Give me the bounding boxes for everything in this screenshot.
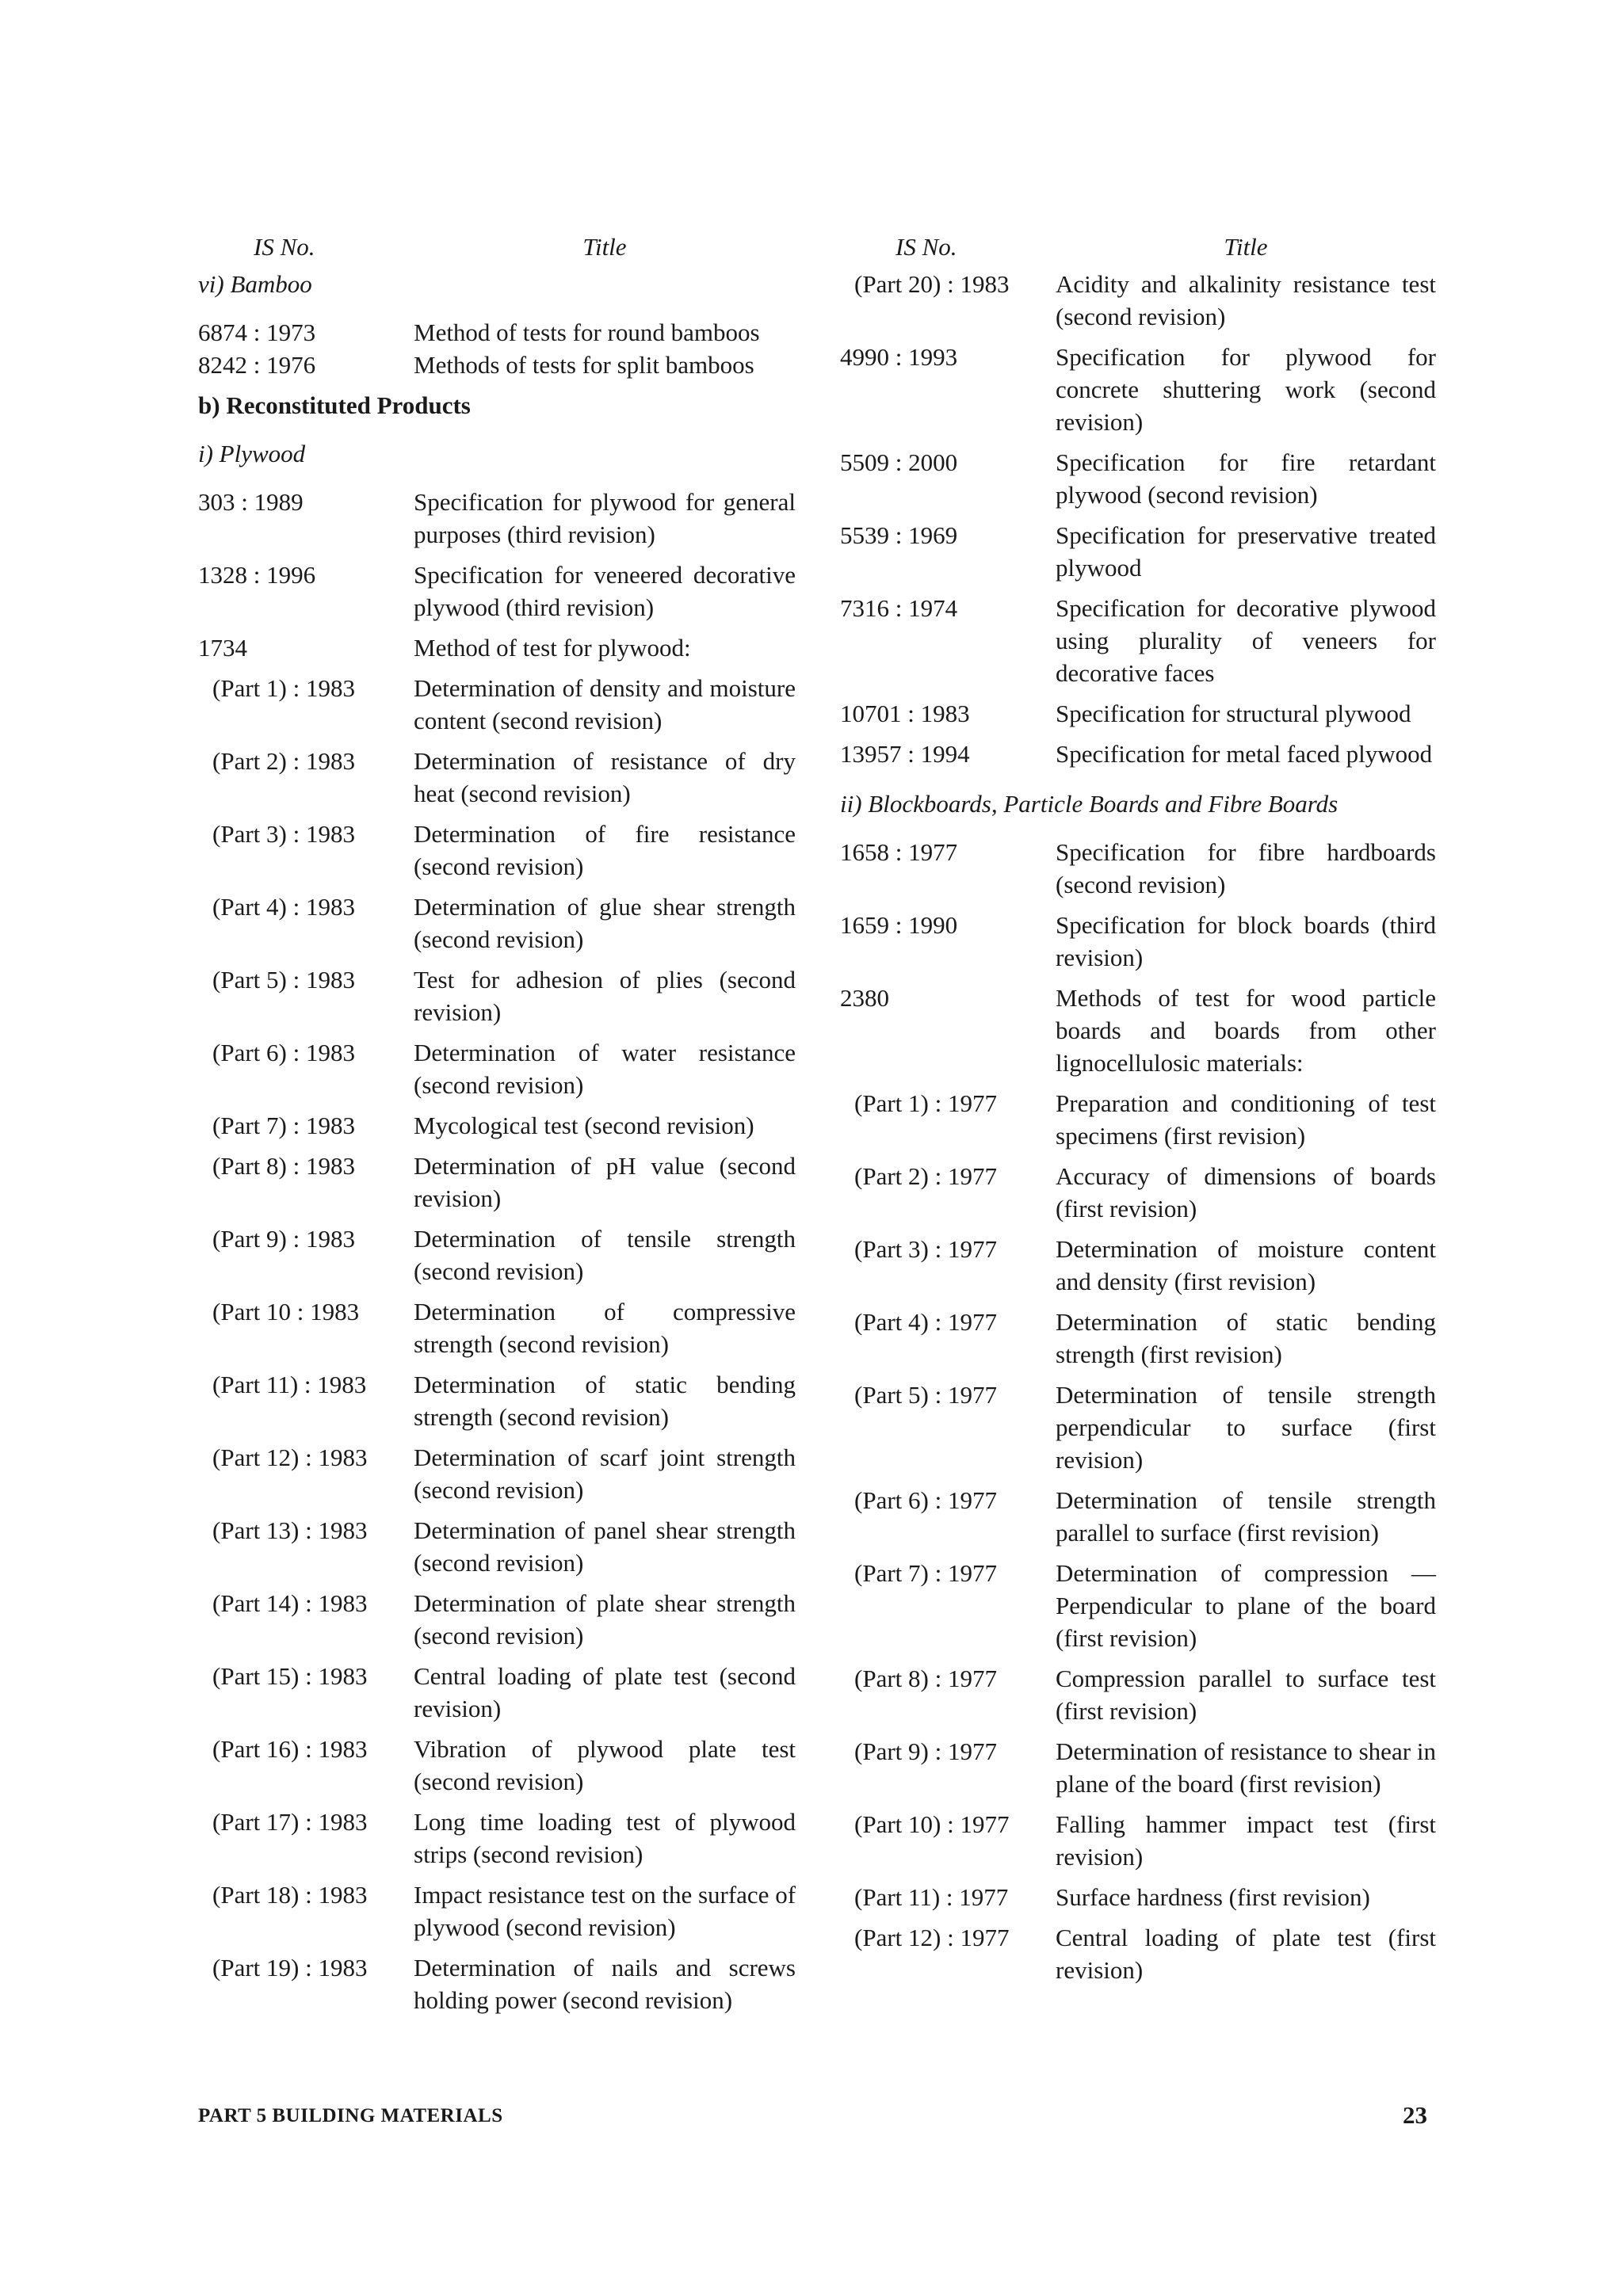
standard-title: Central loading of plate test (second revision): [414, 1662, 796, 1722]
standard-title: Determination of moisture content and density (first revision): [1056, 1235, 1436, 1295]
boards-list: [840, 836, 1436, 1986]
title-header: Title: [582, 233, 627, 261]
is-number: (Part 11) : 1977: [854, 1883, 1009, 1911]
standard-title: Determination of plate shear strength (second revision): [414, 1589, 796, 1650]
table-row: [840, 268, 1436, 333]
standard-title: Vibration of plywood plate test (second revision): [414, 1735, 796, 1795]
table-row: [840, 1306, 1436, 1371]
standard-title: Determination of resistance of dry heat (second revision): [414, 747, 796, 807]
footer-section-label: PART 5 BUILDING MATERIALS: [198, 2105, 503, 2126]
table-row: [840, 1233, 1436, 1298]
standard-title: Specification for fibre hardboards (second revision): [1056, 838, 1436, 898]
standard-title: Methods of test for wood particle boards and boards from other lignocellulosic materials:: [1056, 984, 1436, 1077]
standard-title: Specification for plywood for general purposes (third revision): [414, 488, 796, 548]
standard-title: Specification for plywood for concrete shuttering work (second revision): [1056, 343, 1436, 436]
is-number: (Part 20) : 1983: [854, 270, 1010, 298]
is-number: 13957 : 1994: [840, 740, 970, 768]
is-number: (Part 14) : 1983: [212, 1589, 368, 1617]
table-row: [840, 1160, 1436, 1225]
is-number: (Part 2) : 1977: [854, 1162, 997, 1190]
standard-title: Determination of tensile strength parallel to surface (first revision): [1056, 1486, 1436, 1547]
standard-title: Specification for metal faced plywood: [1056, 740, 1433, 768]
is-number: 2380: [840, 984, 889, 1012]
standard-title: Mycological test (second revision): [414, 1112, 754, 1139]
is-no-header: IS No.: [254, 233, 315, 261]
is-number: 1328 : 1996: [198, 561, 316, 589]
standard-title: Determination of static bending strength (first revision): [1056, 1308, 1436, 1368]
is-number: (Part 6) : 1977: [854, 1486, 997, 1514]
is-number: 5539 : 1969: [840, 521, 958, 549]
is-number: (Part 1) : 1983: [212, 674, 355, 702]
table-row: [840, 909, 1436, 974]
is-number: (Part 8) : 1977: [854, 1665, 997, 1692]
standard-title: Acidity and alkalinity resistance test (second revision): [1056, 270, 1436, 330]
is-number: 4990 : 1993: [840, 343, 958, 371]
table-row: [198, 1036, 796, 1101]
standard-title: Preparation and conditioning of test specimens (first revision): [1056, 1089, 1436, 1150]
is-number: 1659 : 1990: [840, 911, 958, 939]
is-number: 303 : 1989: [198, 488, 304, 516]
is-number: (Part 7) : 1977: [854, 1559, 997, 1587]
table-row: [840, 697, 1436, 730]
title-header: Title: [1224, 233, 1268, 261]
is-number: (Part 12) : 1977: [854, 1924, 1010, 1951]
plywood-list-continued: [840, 268, 1436, 770]
standard-title: Central loading of plate test (first revision): [1056, 1924, 1436, 1984]
standard-title: Determination of water resistance (second revision): [414, 1039, 796, 1099]
table-row: [840, 982, 1436, 1079]
is-number: (Part 9) : 1983: [212, 1225, 355, 1253]
column-header: [840, 227, 1436, 268]
is-number: (Part 13) : 1983: [212, 1516, 368, 1544]
is-number: (Part 10) : 1977: [854, 1810, 1010, 1838]
reconstituted-products-heading: b) Reconstituted Products: [198, 391, 471, 419]
is-number: (Part 9) : 1977: [854, 1737, 997, 1765]
table-row: [198, 1733, 796, 1798]
table-row: [198, 1222, 796, 1287]
table-row: [840, 1557, 1436, 1654]
is-number: (Part 5) : 1977: [854, 1381, 997, 1409]
table-row: [840, 1808, 1436, 1873]
boards-heading: ii) Blockboards, Particle Boards and Fibre Boards: [840, 790, 1338, 818]
table-row: [198, 486, 796, 551]
right-column: [840, 227, 1436, 1994]
table-row: [840, 1921, 1436, 1986]
standard-title: Specification for structural plywood: [1056, 700, 1411, 727]
table-row: [198, 891, 796, 955]
table-row: [198, 1514, 796, 1579]
standard-title: Specification for block boards (third revision): [1056, 911, 1436, 971]
is-number: 1734: [198, 634, 247, 662]
standard-title: Surface hardness (first revision): [1056, 1883, 1370, 1911]
table-row: [840, 1735, 1436, 1800]
is-number: (Part 8) : 1983: [212, 1152, 355, 1180]
is-number: (Part 3) : 1983: [212, 820, 355, 848]
table-row: [840, 1662, 1436, 1727]
standard-title: Determination of scarf joint strength (second revision): [414, 1444, 796, 1504]
is-number: (Part 6) : 1983: [212, 1039, 355, 1066]
standard-title: Specification for fire retardant plywood (second revision): [1056, 448, 1436, 509]
plywood-list: [198, 486, 796, 2016]
is-number: (Part 3) : 1977: [854, 1235, 997, 1263]
table-row: [198, 631, 796, 664]
standard-title: Determination of nails and screws holding power (second revision): [414, 1954, 796, 2014]
table-row: [198, 818, 796, 883]
is-number: (Part 12) : 1983: [212, 1444, 368, 1471]
standard-title: Impact resistance test on the surface of plywood (second revision): [414, 1881, 796, 1941]
table-row: [840, 1484, 1436, 1549]
bamboo-heading: vi) Bamboo: [198, 270, 312, 298]
table-row: [840, 738, 1436, 770]
standard-title: Determination of tensile strength (second revision): [414, 1225, 796, 1285]
table-row: [198, 1441, 796, 1506]
standard-title: Falling hammer impact test (first revision): [1056, 1810, 1436, 1871]
standard-title: Method of test for plywood:: [414, 634, 691, 662]
standard-title: Method of tests for round bamboos: [414, 318, 760, 346]
standard-title: Determination of pH value (second revision): [414, 1152, 796, 1212]
table-row: [198, 1109, 796, 1142]
is-number: 7316 : 1974: [840, 594, 958, 622]
table-row: [198, 1150, 796, 1215]
standard-title: Determination of resistance to shear in plane of the board (first revision): [1056, 1737, 1436, 1798]
standard-title: Specification for decorative plywood using plurality of veneers for decorative faces: [1056, 594, 1436, 687]
standard-title: Test for adhesion of plies (second revision): [414, 966, 796, 1026]
table-row: [840, 446, 1436, 511]
table-row: [840, 341, 1436, 438]
is-number: 8242 : 1976: [198, 351, 316, 379]
is-no-header: IS No.: [896, 233, 957, 261]
is-number: (Part 7) : 1983: [212, 1112, 355, 1139]
table-row: [198, 963, 796, 1028]
is-number: (Part 10 : 1983: [212, 1298, 360, 1325]
table-row: [198, 672, 796, 737]
is-number: 10701 : 1983: [840, 700, 970, 727]
standard-title: Determination of compressive strength (second revision): [414, 1298, 796, 1358]
standard-title: Determination of static bending strength (second revision): [414, 1371, 796, 1431]
standard-title: Determination of panel shear strength (second revision): [414, 1516, 796, 1577]
standard-title: Determination of fire resistance (second revision): [414, 820, 796, 880]
is-number: (Part 15) : 1983: [212, 1662, 368, 1690]
standard-title: Specification for preservative treated plywood: [1056, 521, 1436, 582]
is-number: (Part 19) : 1983: [212, 1954, 368, 1981]
is-number: (Part 2) : 1983: [212, 747, 355, 775]
standard-title: Accuracy of dimensions of boards (first revision): [1056, 1162, 1436, 1222]
table-row: [840, 1881, 1436, 1913]
standard-title: Determination of density and moisture content (second revision): [414, 674, 796, 734]
is-number: 5509 : 2000: [840, 448, 958, 476]
is-number: (Part 18) : 1983: [212, 1881, 368, 1909]
is-number: 6874 : 1973: [198, 318, 316, 346]
table-row: [840, 519, 1436, 584]
table-row: [840, 1087, 1436, 1152]
standard-title: Determination of tensile strength perpendicular to surface (first revision): [1056, 1381, 1436, 1474]
left-column: [198, 227, 796, 2024]
table-row: [198, 349, 796, 381]
table-row: [840, 592, 1436, 689]
column-header: [198, 227, 796, 268]
standard-title: Compression parallel to surface test (first revision): [1056, 1665, 1436, 1725]
is-number: (Part 17) : 1983: [212, 1808, 368, 1836]
is-number: (Part 1) : 1977: [854, 1089, 997, 1117]
is-number: (Part 5) : 1983: [212, 966, 355, 994]
table-row: [198, 1806, 796, 1871]
table-row: [198, 1368, 796, 1433]
table-row: [198, 316, 796, 349]
table-row: [198, 1660, 796, 1725]
is-number: (Part 11) : 1983: [212, 1371, 367, 1398]
is-number: (Part 16) : 1983: [212, 1735, 368, 1763]
table-row: [840, 836, 1436, 901]
standard-title: Determination of glue shear strength (second revision): [414, 893, 796, 953]
standard-title: Long time loading test of plywood strips (second revision): [414, 1808, 796, 1868]
table-row: [198, 559, 796, 624]
page-number: 23: [1403, 2101, 1427, 2129]
table-row: [198, 1587, 796, 1652]
is-number: (Part 4) : 1977: [854, 1308, 997, 1336]
standard-title: Specification for veneered decorative plywood (third revision): [414, 561, 796, 621]
table-row: [840, 1379, 1436, 1476]
standard-title: Determination of compression — Perpendicular to plane of the board (first revision): [1056, 1559, 1436, 1652]
standard-title: Methods of tests for split bamboos: [414, 351, 754, 379]
is-number: (Part 4) : 1983: [212, 893, 355, 921]
table-row: [198, 745, 796, 810]
table-row: [198, 1951, 796, 2016]
is-number: 1658 : 1977: [840, 838, 958, 866]
plywood-heading: i) Plywood: [198, 440, 306, 467]
table-row: [198, 1295, 796, 1360]
table-row: [198, 1878, 796, 1943]
